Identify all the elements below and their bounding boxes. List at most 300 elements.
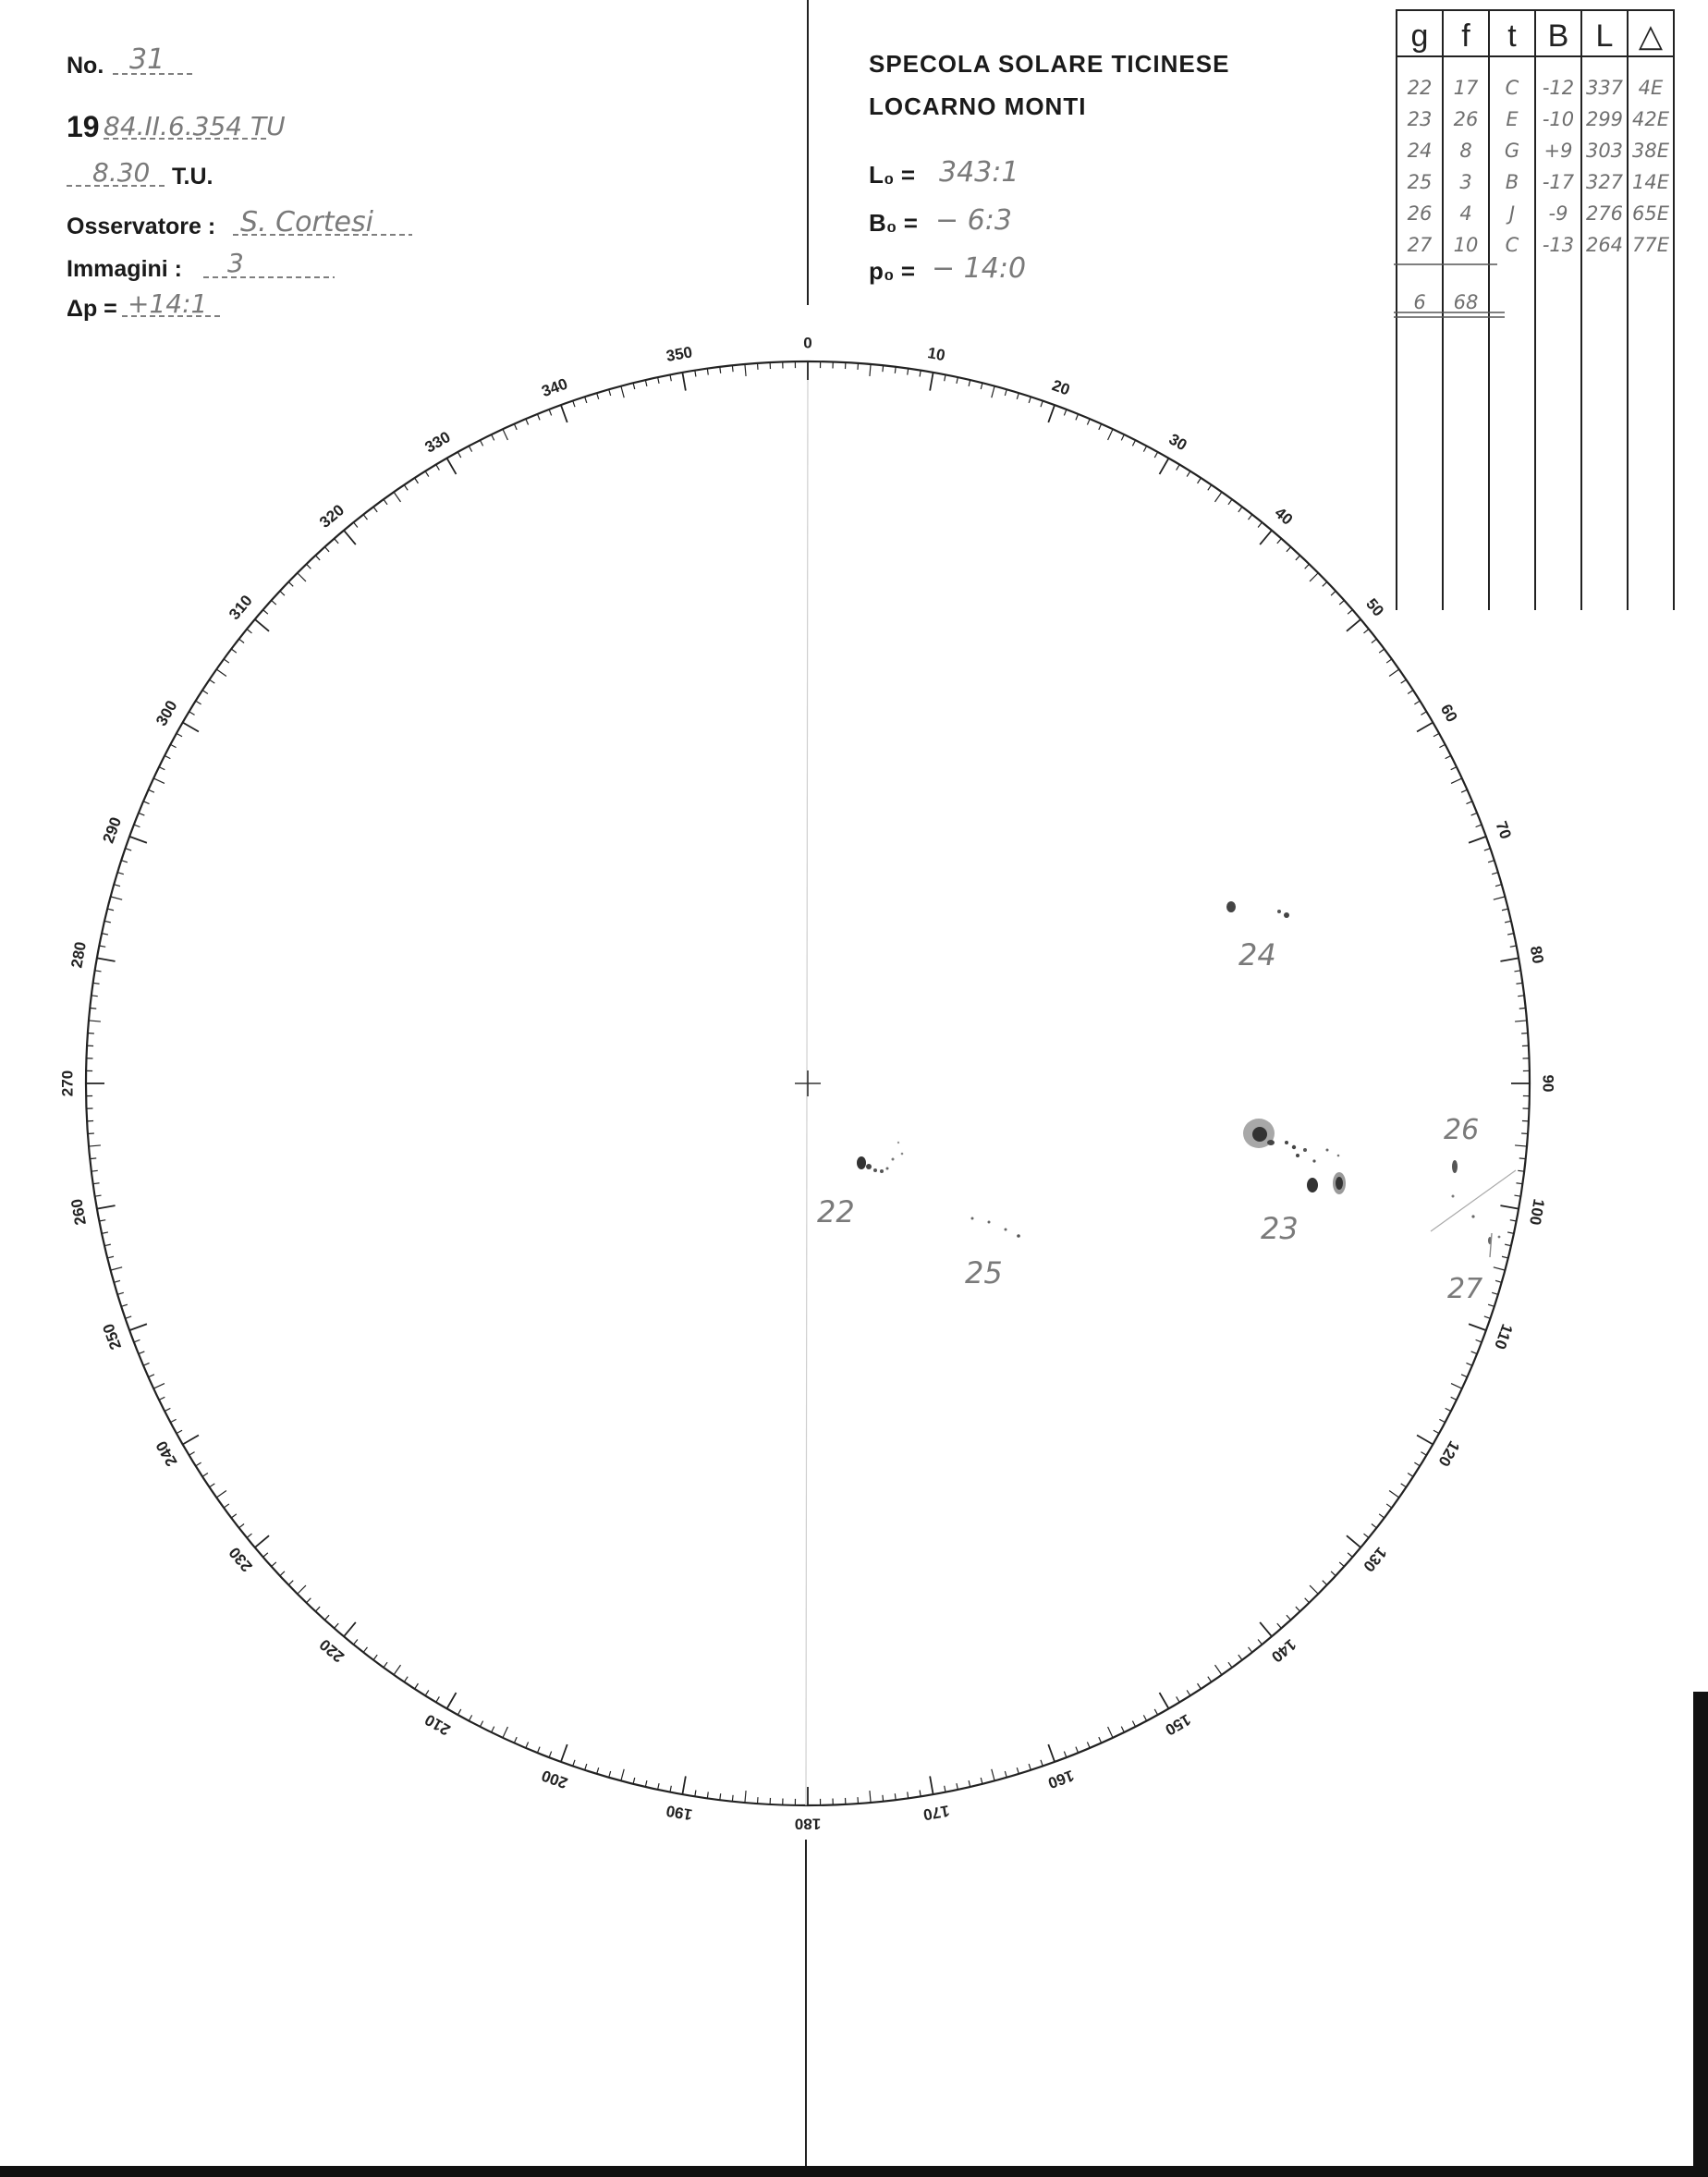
table-cell: 38E [1632,140,1669,162]
degree-tick [720,1793,721,1800]
degree-tick [1121,434,1124,440]
degree-tick [957,1783,958,1790]
degree-label: 230 [226,1543,256,1575]
degree-tick [280,1572,285,1576]
degree-tick [1519,1008,1526,1009]
degree-tick [1386,1504,1392,1508]
degree-tick [920,1790,921,1796]
degree-tick [537,414,540,420]
institution-line1: SPECOLA SOLARE TICINESE [869,50,1230,78]
degree-tick [324,1615,329,1620]
degree-tick [298,1585,306,1594]
degree-tick [117,1292,124,1294]
degree-tick [1087,419,1090,424]
degree-tick [992,386,994,398]
degree-tick [549,410,552,416]
date-value: 84.II.6.354 TU [104,111,286,141]
degree-tick [1108,429,1113,440]
degree-tick [695,1790,696,1796]
no-value: 31 [129,43,165,76]
degree-tick [196,1462,201,1466]
degree-tick [1132,1721,1135,1727]
degree-tick [1005,1771,1006,1778]
degree-tick [224,1504,229,1508]
degree-tick [745,1791,746,1803]
degree-tick [139,813,144,815]
degree-tick [621,386,624,398]
degree-tick [1417,723,1433,732]
degree-label: 180 [794,1815,822,1833]
header-t: t [1507,18,1517,54]
degree-tick [1451,1384,1462,1388]
degree-tick [633,383,635,389]
degree-tick [537,1747,540,1753]
degree-tick [1488,1304,1494,1306]
degree-tick [159,767,165,770]
degree-tick [1041,401,1043,408]
degree-tick [1379,649,1385,653]
degree-tick [1451,1397,1457,1400]
degree-label: 290 [99,814,126,846]
degree-tick [97,958,116,960]
degree-tick [526,1742,529,1747]
degree-label: 50 [1362,594,1387,620]
degree-tick [458,452,460,458]
table-cell: 303 [1585,140,1624,162]
degree-tick [930,1776,933,1794]
degree-tick [1408,1474,1413,1477]
degree-label: 80 [1526,944,1547,965]
degree-tick [969,1780,970,1787]
table-cell: -9 [1548,202,1568,225]
degree-tick [99,1220,105,1221]
degree-tick [247,630,251,633]
degree-tick [645,380,647,386]
degree-label: 0 [803,334,812,352]
degree-tick [324,547,329,552]
degree-tick [111,1267,123,1270]
degree-tick [202,691,208,694]
po-label: p₀ = [869,257,916,285]
degree-tick [597,1767,599,1774]
degree-tick [1505,921,1511,923]
degree-tick [585,1764,587,1770]
degree-tick [436,465,440,471]
degree-tick [609,389,611,396]
degree-tick [1029,1764,1031,1770]
degree-tick [1099,424,1102,430]
table-cell: 299 [1585,108,1624,130]
degree-tick [720,367,721,373]
degree-label: 170 [921,1802,951,1824]
degree-tick [363,1647,367,1653]
degree-tick [1389,669,1399,676]
degree-tick [170,1419,176,1422]
table-cell: 23 [1407,108,1433,130]
degree-tick [107,1256,114,1258]
degree-tick [1277,539,1282,544]
degree-tick [134,825,140,827]
degree-tick [870,1791,871,1803]
table-cell: 14E [1632,171,1669,193]
degree-tick [189,1452,195,1456]
degree-tick [1414,1462,1420,1466]
degree-tick [189,712,195,715]
header-l: L [1595,18,1614,54]
degree-tick [1379,1514,1385,1518]
degree-tick [114,885,120,887]
degree-tick [1154,1709,1157,1715]
degree-tick [1160,1693,1169,1708]
degree-tick [1469,1324,1486,1330]
degree-tick [1495,1280,1502,1282]
degree-tick [1476,825,1482,827]
degree-tick [561,1744,567,1762]
degree-tick [1187,471,1190,477]
degree-tick [404,485,408,491]
degree-tick [1005,389,1006,396]
degree-tick [549,1752,552,1758]
degree-tick [216,1491,226,1498]
degree-tick [202,1474,208,1477]
degree-tick [1064,410,1067,416]
degree-label: 100 [1526,1197,1548,1227]
table-cell: -10 [1542,108,1575,130]
degree-tick [945,1786,946,1792]
no-label: No. [67,53,104,79]
degree-tick [97,1205,116,1208]
degree-tick [1187,1690,1190,1695]
degree-tick [1502,1256,1508,1258]
scan-border-bottom [0,2166,1708,2177]
degree-tick [1076,1747,1079,1753]
degree-tick [263,1553,268,1558]
degree-tick [1505,1244,1511,1246]
degree-tick [1048,1744,1055,1762]
degree-tick [1386,659,1392,663]
spot-group-24 [1226,901,1289,972]
degree-tick [1177,465,1180,471]
degree-tick [255,1535,269,1547]
degree-tick [1258,522,1262,527]
degree-tick [597,393,599,399]
degree-tick [384,499,387,505]
degree-tick [354,522,358,527]
scan-border-right [1693,1692,1708,2168]
table-cell: J [1508,202,1516,225]
degree-tick [609,1771,611,1778]
table-cell: -12 [1542,77,1575,99]
group-label-26: 26 [1444,1114,1480,1146]
degree-tick [1500,958,1519,960]
institution-line2: LOCARNO MONTI [869,92,1087,120]
table-cell: 4 [1459,202,1472,225]
degree-tick [1471,813,1477,815]
table-cell: E [1506,108,1519,130]
degree-tick [298,573,306,581]
degree-tick [1177,1696,1180,1702]
degree-tick [129,1324,147,1330]
degree-tick [1064,1752,1067,1758]
table-cell: 327 [1585,171,1624,193]
degree-tick [1515,1145,1527,1146]
degree-tick [1439,744,1445,747]
degree-tick [1492,873,1498,874]
header-b: B [1547,18,1569,54]
degree-tick [645,1780,647,1787]
degree-tick [1348,1553,1352,1558]
degree-tick [224,659,229,663]
degree-tick [306,564,311,569]
group-label-25: 25 [965,1255,1003,1290]
degree-label: 160 [1045,1766,1077,1792]
degree-tick [670,1786,671,1792]
degree-tick [425,471,429,477]
degree-tick [210,679,215,683]
degree-tick [1339,600,1344,605]
degree-tick [114,1280,120,1282]
degree-tick [1408,691,1413,694]
degree-tick [255,619,269,631]
degree-tick [1258,1640,1262,1645]
degree-tick [177,1430,182,1433]
degree-tick [344,531,356,544]
time-value: 8.30 [92,157,151,188]
degree-tick [272,600,276,605]
degree-tick [1287,1615,1291,1620]
degree-tick [1364,630,1369,633]
degree-tick [231,649,237,653]
degree-tick [354,1640,358,1645]
degree-tick [930,373,933,391]
degree-tick [1494,1267,1506,1270]
time-suffix: T.U. [172,164,214,190]
degree-tick [1310,1585,1318,1594]
degree-tick [1347,1535,1360,1547]
degree-tick [102,1232,108,1233]
degree-tick [1466,1363,1471,1365]
degree-label: 150 [1162,1710,1194,1740]
degree-tick [95,971,102,972]
degree-tick [104,1244,111,1246]
degree-tick [1076,414,1079,420]
degree-tick [170,744,176,747]
po-value: − 14:0 [932,252,1027,285]
degree-tick [469,1715,471,1720]
degree-label: 140 [1267,1635,1299,1666]
degree-tick [1446,755,1451,758]
degree-tick [177,733,182,736]
observer-label: Osservatore : [67,214,216,239]
degree-tick [117,873,124,874]
degree-tick [1087,1742,1090,1747]
table-cell: 3 [1459,171,1472,193]
degree-tick [573,401,575,408]
table-cell: G [1504,140,1520,162]
degree-tick [514,1737,517,1743]
total-groups: 6 [1413,291,1426,313]
degree-tick [263,610,268,615]
spot-group-27 [1431,1170,1516,1305]
degree-tick [1277,1623,1282,1628]
degree-tick [143,801,149,804]
degree-tick [1017,1767,1019,1774]
degree-label: 350 [665,343,694,365]
degree-label: 110 [1491,1321,1517,1352]
degree-tick [104,921,111,923]
images-value: 3 [227,248,244,278]
degree-tick [573,1760,575,1767]
observer-value: S. Cortesi [240,206,373,238]
degree-tick [143,1363,149,1365]
center-cross [795,1070,821,1096]
degree-tick [1488,861,1494,862]
degree-tick [480,1721,482,1727]
degree-label: 130 [1360,1543,1390,1575]
degree-tick [1228,499,1232,505]
degree-tick [1434,733,1439,736]
degree-tick [514,424,517,430]
degree-tick [165,1408,170,1411]
degree-tick [1108,1727,1113,1738]
table-cell: 24 [1407,140,1433,162]
degree-tick [1287,547,1291,552]
degree-tick [216,669,226,676]
degree-tick [93,983,100,984]
degree-tick [1421,1452,1426,1456]
table-cell: 26 [1453,108,1479,130]
table-rows [1408,77,1670,256]
degree-tick [288,581,293,586]
degree-tick [526,419,529,424]
table-cell: 4E [1638,77,1664,99]
degree-tick [1305,564,1310,569]
degree-tick [272,1562,276,1567]
degree-tick [126,849,132,850]
degree-label: 70 [1492,818,1515,842]
degree-label: 260 [67,1197,90,1227]
degree-label: 190 [665,1802,694,1824]
table-cell: -13 [1542,234,1575,256]
degree-tick [315,556,320,560]
degree-tick [503,429,507,440]
table-cell: 77E [1632,234,1669,256]
degree-tick [196,701,201,704]
degree-tick [1348,610,1352,615]
table-cell: 276 [1585,202,1624,225]
degree-tick [1414,701,1420,704]
degree-tick [658,377,659,384]
degree-tick [1249,515,1252,520]
degree-tick [95,1195,102,1196]
degree-tick [1495,885,1502,887]
degree-label: 250 [99,1321,126,1352]
degree-tick [745,364,746,376]
spot-group-25 [965,1217,1020,1291]
degree-tick [280,591,285,595]
degree-tick [1466,801,1471,804]
degree-tick [957,377,958,384]
degree-tick [992,1769,994,1781]
table-cell: 337 [1585,77,1624,99]
degree-tick [90,1158,96,1159]
degree-tick [707,1792,708,1798]
degree-tick [658,1783,659,1790]
degree-tick [469,446,471,451]
degree-tick [92,996,98,997]
degree-tick [633,1778,635,1784]
degree-label: 310 [226,592,256,624]
degree-tick [1492,1292,1498,1294]
degree-label: 30 [1165,430,1190,455]
header-f: f [1461,18,1470,54]
degree-tick [1296,556,1300,560]
degree-tick [153,1384,165,1388]
degree-tick [883,365,884,372]
degree-tick [1228,1662,1232,1668]
degree-tick [1238,1655,1242,1660]
degree-tick [1516,1183,1522,1184]
ephemeris-block [869,156,1026,285]
degree-tick [1439,1419,1445,1422]
degree-tick [1494,897,1506,899]
degree-tick [1143,1715,1146,1720]
year-prefix: 19 [67,110,100,143]
degree-tick [1514,971,1520,972]
degree-tick [908,1792,909,1798]
images-label: Immagini : [67,256,183,282]
degree-tick [89,1145,101,1146]
degree-tick [1260,1622,1272,1636]
degree-tick [1461,789,1467,792]
degree-label: 280 [67,940,90,970]
total-spots: 68 [1453,291,1479,313]
degree-tick [1421,712,1426,715]
degree-tick [1238,507,1242,512]
degree-tick [1364,1534,1369,1537]
degree-label: 320 [316,501,348,532]
degree-tick [111,897,123,899]
degree-tick [394,1665,400,1675]
spot-group-22 [817,1142,903,1229]
degree-tick [695,371,696,377]
degree-tick [1208,485,1212,491]
degree-tick [183,723,199,732]
table-cell: 26 [1407,202,1433,225]
degree-tick [945,374,946,381]
degree-tick [1154,452,1157,458]
degree-tick [436,1696,440,1702]
table-cell: 22 [1407,77,1433,99]
degree-tick [492,1727,494,1732]
institution-block [869,50,1229,120]
degree-label: 330 [421,427,454,457]
degree-tick [1484,1316,1491,1318]
degree-label: 120 [1434,1437,1464,1470]
degree-label: 220 [316,1635,348,1666]
degree-tick [210,1484,215,1487]
degree-label: 270 [58,1070,77,1097]
table-cell: C [1505,77,1519,99]
degree-tick [149,1375,154,1377]
degree-tick [139,1351,144,1354]
group-label-22: 22 [817,1194,855,1229]
degree-tick [363,515,367,520]
degree-tick [93,1183,100,1184]
table-cell: -17 [1542,171,1575,193]
table-cell: 10 [1453,234,1479,256]
degree-tick [1469,837,1486,843]
